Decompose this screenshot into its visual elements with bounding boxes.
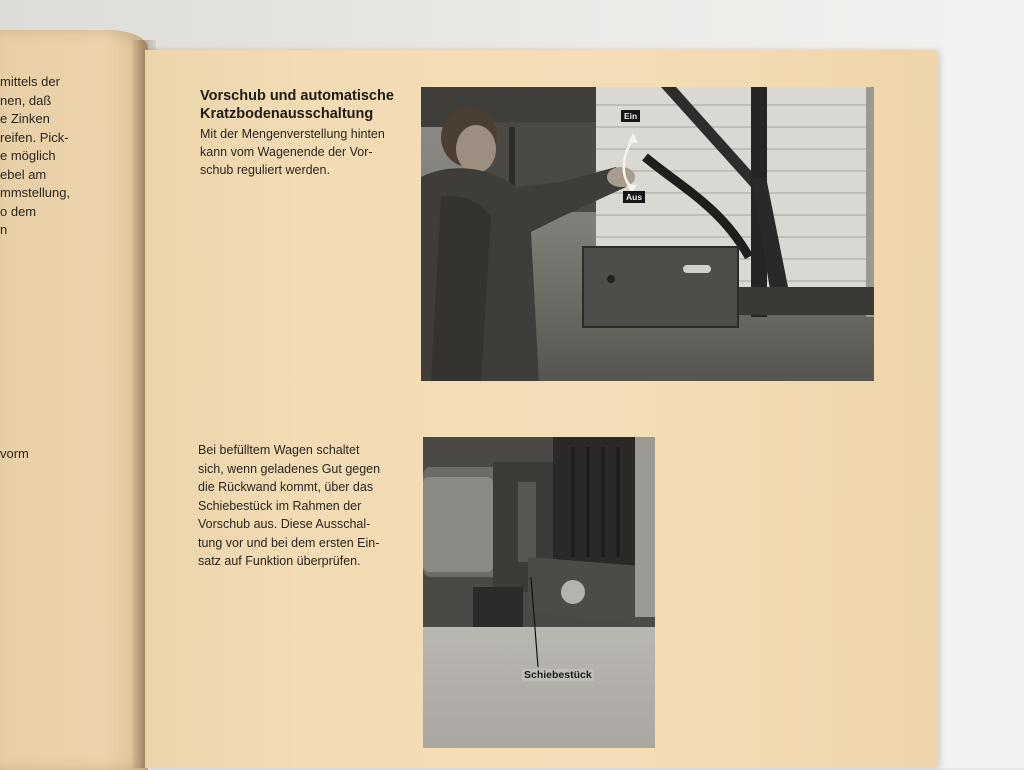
paragraph-line: die Rückwand kommt, über das <box>198 480 374 494</box>
left-line-0: mittels der <box>0 74 60 89</box>
paragraph-line: schub reguliert werden. <box>200 163 330 177</box>
section1-paragraph <box>200 125 415 179</box>
left-line-7: o dem <box>0 203 37 219</box>
left-line-5: ebel am <box>0 166 47 182</box>
left-line-3: reifen. Pick- <box>0 129 69 145</box>
paragraph-line: Mit der Mengenverstellung hinten <box>200 127 385 141</box>
paragraph-line: sich, wenn geladenes Gut gegen <box>198 461 381 476</box>
photo-caption: Schiebestück <box>524 669 592 681</box>
photo-sliding-piece <box>423 437 655 748</box>
photo-feed-lever <box>421 87 874 381</box>
left-line-1: nen, daß <box>0 92 52 108</box>
heading-line-1: Vorschub und automatische <box>200 88 394 104</box>
paragraph-line: Schiebestück im Rahmen der <box>198 498 362 513</box>
heading-line-2: Kratzbodenausschaltung <box>200 106 374 122</box>
label-on: Ein <box>621 110 640 122</box>
section2-paragraph <box>198 441 413 571</box>
left-line-8: n <box>0 222 8 237</box>
paragraph-line: satz auf Funktion überprüfen. <box>198 554 361 568</box>
left-line-6: mmstellung, <box>0 185 71 200</box>
left-page-fragment: vorm <box>0 446 29 461</box>
paragraph-line: Bei befülltem Wagen schaltet <box>198 443 360 457</box>
section-heading <box>200 87 394 123</box>
paragraph-line: kann vom Wagenende der Vor- <box>200 145 373 159</box>
paragraph-line: Vorschub aus. Diese Ausschal- <box>198 517 371 531</box>
paragraph-line: tung vor und bei dem ersten Ein- <box>198 535 380 550</box>
left-page-text <box>0 73 132 240</box>
label-off: Aus <box>623 191 645 203</box>
left-line-2: e Zinken <box>0 111 50 126</box>
left-line-4: e möglich <box>0 148 56 163</box>
